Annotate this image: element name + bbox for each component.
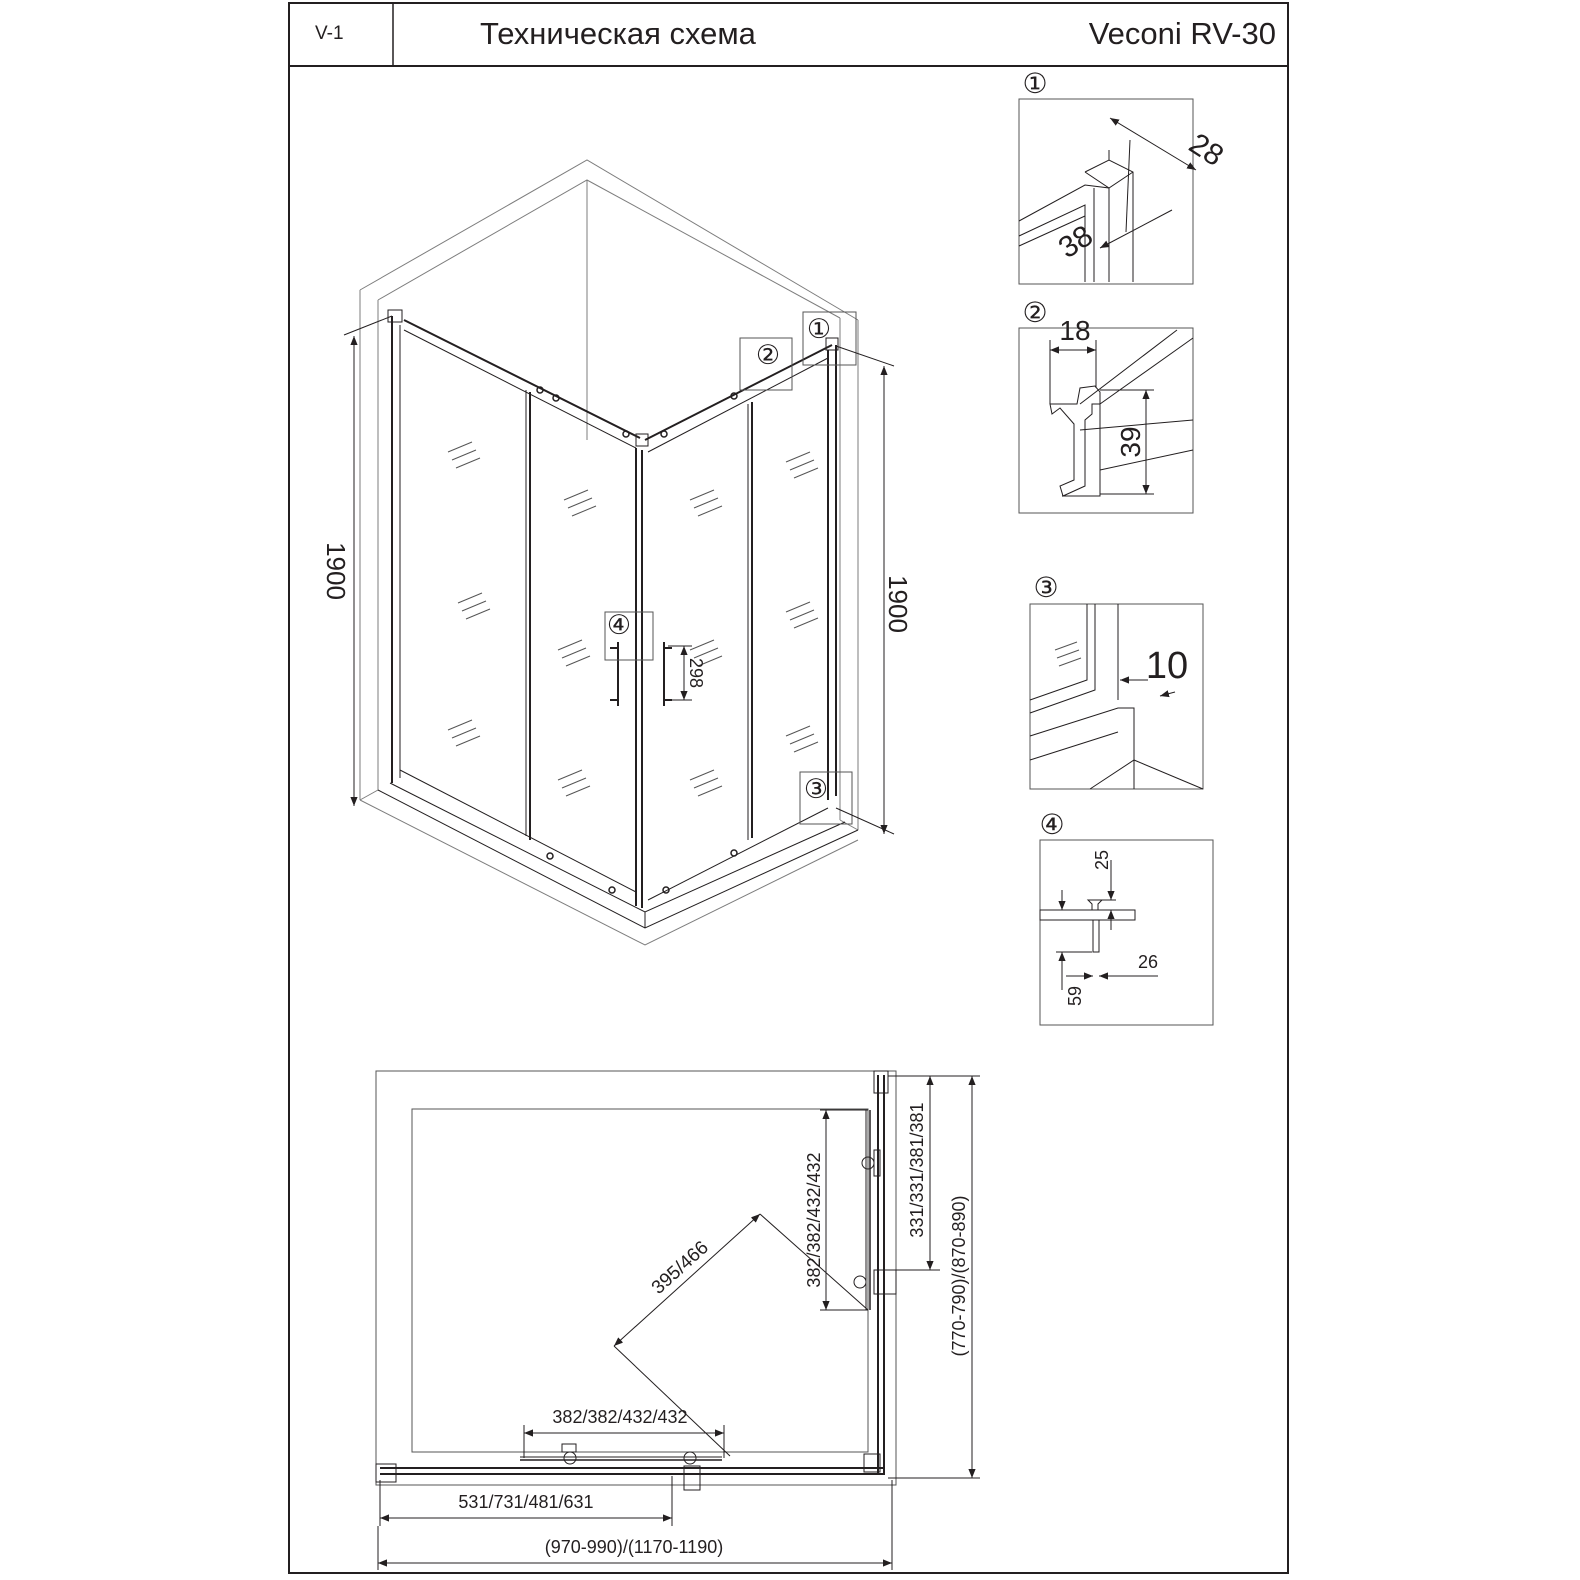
side-total-label: (770-790)/(870-890) [949,1195,969,1357]
detail-1-marker: ① [1022,68,1048,99]
detail-1-labels [1022,68,1229,265]
front-glass-left [388,310,642,908]
room-walls [360,160,858,830]
detail-4-dim-59: 59 [1065,985,1085,1007]
side-door-width-label: 382/382/432/432 [804,1152,824,1288]
detail-4-marker: ④ [1039,809,1065,840]
sheet-frame [289,3,1288,1573]
detail-2-labels [1022,297,1146,458]
diagonal-entry-label: 395/466 [647,1237,713,1299]
detail-3-marker: ③ [1033,572,1059,603]
detail-4-dim-26: 26 [1137,952,1159,972]
glass-reflections [448,442,818,796]
detail-3-dim-10: 10 [1145,645,1189,687]
detail-3-bottom-seal [1030,604,1203,789]
detail-1-dim-38: 38 [1052,219,1099,265]
model-name: Veconi RV-30 [1088,16,1276,51]
callout-3-marker: ③ [803,774,829,804]
side-glass-right [636,338,838,900]
iso-height-dims [344,316,894,834]
shower-tray [360,783,858,945]
page-title: Техническая схема [480,16,756,51]
side-fixed-panel-label: 331/331/381/381 [907,1102,927,1238]
detail-4-dim-25: 25 [1092,849,1112,871]
front-total-label: (970-990)/(1170-1190) [544,1537,724,1557]
detail-1-dim-28: 28 [1183,127,1230,173]
detail-2-dim-18: 18 [1059,315,1091,346]
callout-2-marker: ② [755,340,781,370]
detail-3-labels [1033,572,1188,687]
callout-1-marker: ① [806,314,832,344]
callout-4-marker: ④ [606,610,632,640]
sheet-code: V-1 [315,23,344,44]
front-fixed-panel-label: 531/731/481/631 [458,1492,594,1512]
isometric-view [344,160,894,945]
detail-1-top-profile [1019,99,1196,284]
iso-height-right-label: 1900 [883,575,913,633]
front-door-width-label: 382/382/432/432 [552,1407,688,1427]
detail-2-dim-39: 39 [1115,426,1146,458]
detail-2-rail-profile [1019,328,1193,513]
iso-height-left-label: 1900 [321,542,351,600]
handle-length-label: 298 [686,657,706,689]
iso-labels [321,314,913,804]
detail-2-marker: ② [1022,297,1048,328]
